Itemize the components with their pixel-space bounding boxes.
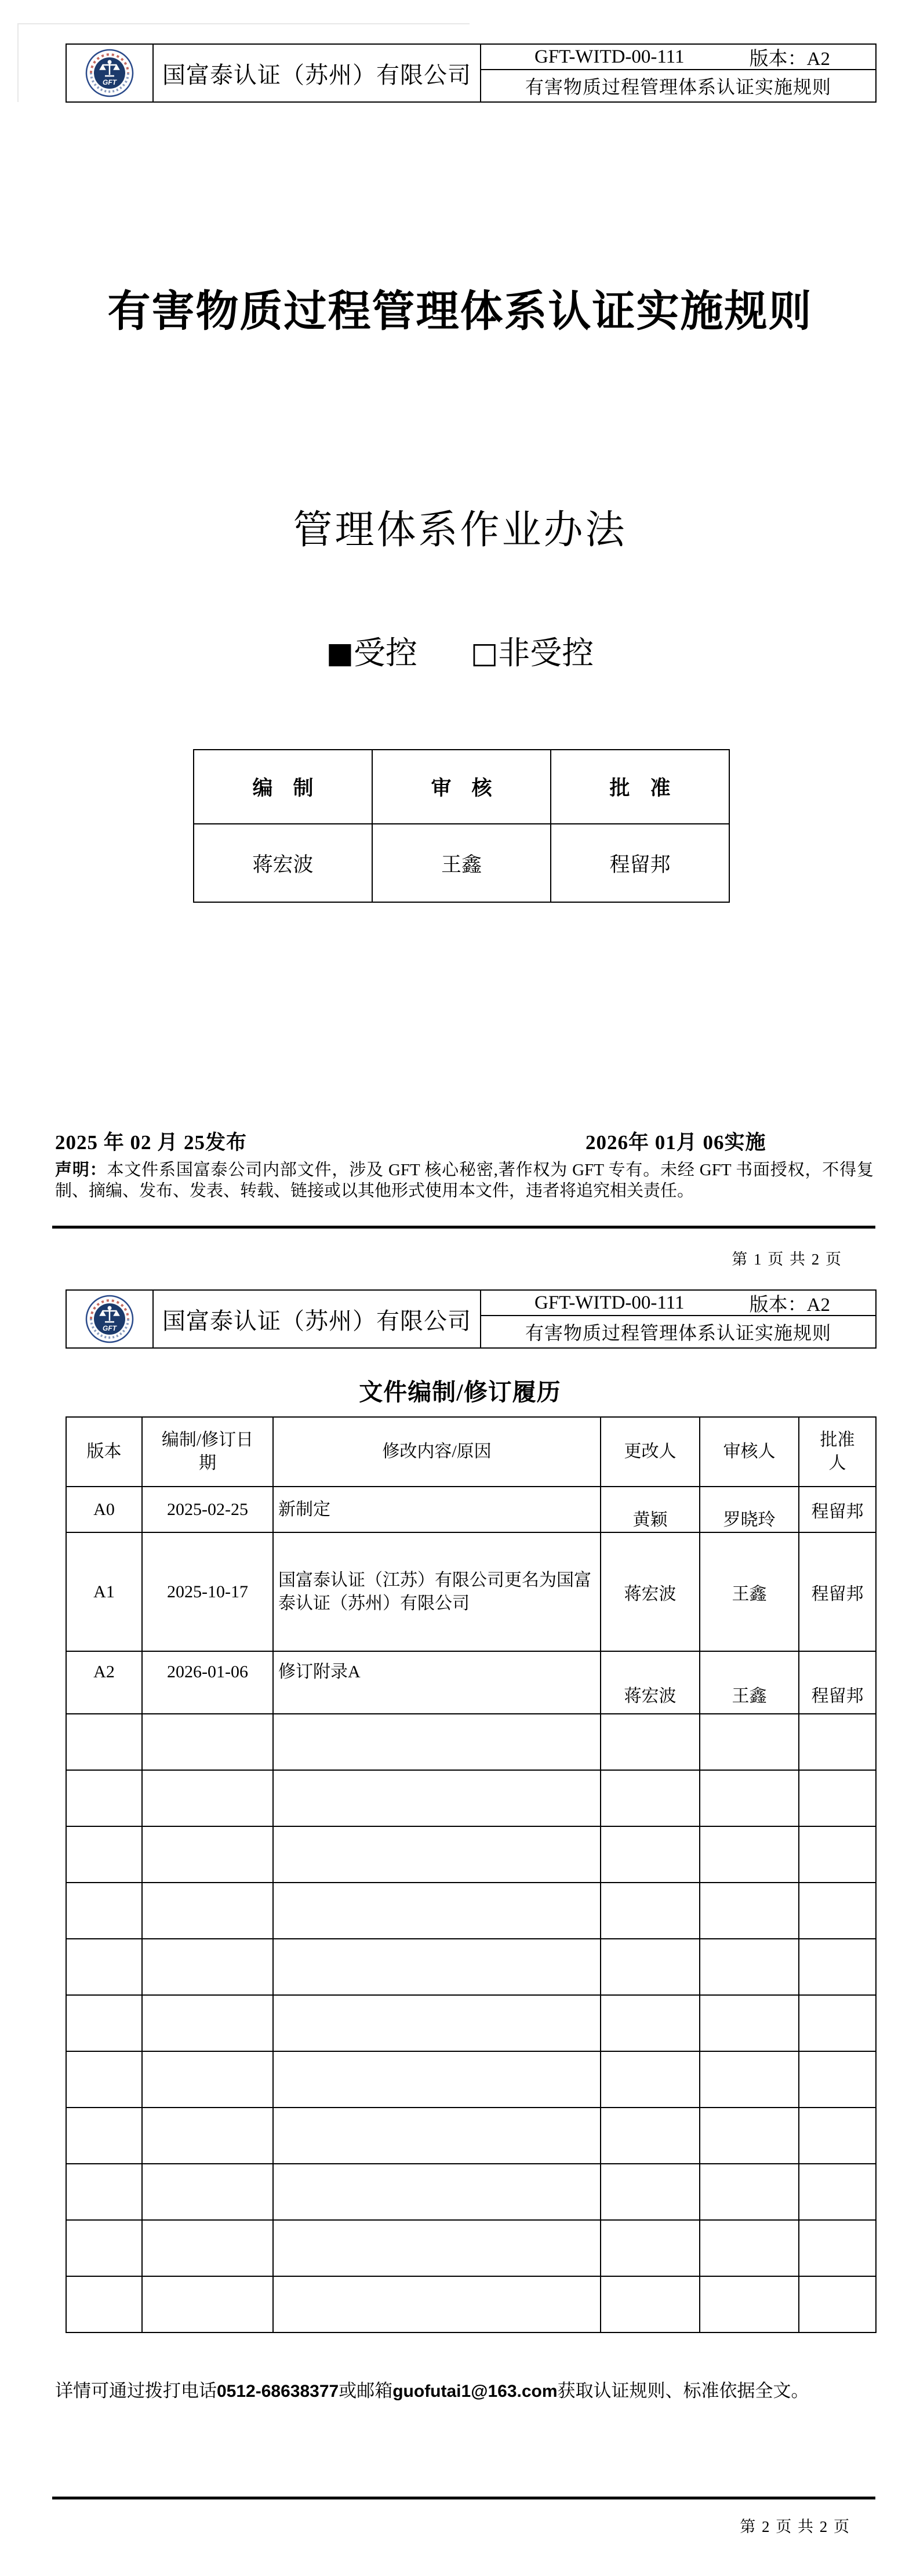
cell-content: 新制定 [273, 1487, 601, 1532]
approval-table [193, 749, 730, 903]
history-empty-cell [142, 2051, 273, 2108]
contact-prefix: 详情可通过拨打电话 [55, 2381, 217, 2401]
header-right-section [481, 45, 875, 101]
history-empty-cell [142, 1826, 273, 1883]
history-empty-cell [799, 2220, 876, 2276]
logo-cell [67, 1291, 154, 1347]
history-empty-cell [66, 1714, 142, 1770]
history-empty-row [66, 1826, 876, 1883]
prepared-by-name: 蒋宏波 [194, 824, 372, 902]
controlled-checkbox-filled-icon: ■ [326, 636, 354, 670]
approval-header-row [194, 750, 729, 824]
history-empty-cell [799, 1714, 876, 1770]
cell-version: A0 [66, 1487, 142, 1532]
history-empty-row [66, 1995, 876, 2051]
cell-reviewer: 王鑫 [700, 1651, 799, 1714]
history-empty-cell [700, 1770, 799, 1826]
cell-changer: 蒋宏波 [601, 1532, 700, 1651]
cell-reviewer: 王鑫 [700, 1532, 799, 1651]
history-empty-cell [601, 1995, 700, 2051]
doc-version: 版本：A2 [749, 1294, 830, 1316]
history-empty-cell [66, 2220, 142, 2276]
history-empty-cell [601, 1883, 700, 1939]
history-empty-cell [799, 2276, 876, 2332]
cell-changer: 蒋宏波 [601, 1651, 700, 1714]
history-empty-cell [700, 1826, 799, 1883]
gft-seal-icon [85, 49, 134, 97]
contact-info-line [55, 2376, 809, 2402]
history-empty-row [66, 2276, 876, 2332]
approval-header-approved: 批 准 [551, 750, 729, 824]
page2-number: 第 2 页 共 2 页 [740, 2518, 850, 2535]
history-empty-cell [601, 2108, 700, 2164]
page2-header-table [66, 1289, 877, 1349]
doc-number: GFT-WITD-00-111 [534, 46, 685, 67]
copyright-statement [55, 1160, 874, 1201]
history-empty-cell [273, 2276, 601, 2332]
history-empty-row [66, 2108, 876, 2164]
history-empty-cell [700, 2164, 799, 2220]
control-status-line [0, 627, 920, 673]
history-empty-cell [273, 2051, 601, 2108]
company-name: 国富泰认证（苏州）有限公司 [154, 45, 481, 101]
contact-suffix: 获取认证规则、标准依据全文。 [557, 2381, 809, 2401]
doc-version: 版本：A2 [749, 48, 830, 70]
logo-gft-text: GFT [103, 78, 117, 86]
cell-reviewer: 罗晓玲 [700, 1487, 799, 1532]
history-empty-row [66, 1939, 876, 1995]
main-title: 有害物质过程管理体系认证实施规则 [107, 288, 813, 336]
history-empty-cell [142, 1714, 273, 1770]
history-empty-cell [799, 1939, 876, 1995]
history-empty-cell [799, 2051, 876, 2108]
history-empty-cell [799, 1826, 876, 1883]
col-header-version: 版本 [66, 1417, 142, 1487]
cell-content: 修订附录A [273, 1651, 601, 1714]
page1-footer-divider [52, 1226, 875, 1229]
history-empty-cell [142, 2220, 273, 2276]
history-empty-cell [66, 2276, 142, 2332]
logo-gft-text: GFT [103, 1324, 117, 1332]
doc-rule-title: 有害物质过程管理体系认证实施规则 [525, 1322, 831, 1343]
history-empty-rows [66, 1714, 876, 2332]
history-empty-cell [700, 2220, 799, 2276]
history-empty-cell [66, 2164, 142, 2220]
history-row-a1 [66, 1532, 876, 1651]
history-empty-cell [66, 1770, 142, 1826]
statement-text: 本文件系国富泰公司内部文件，涉及 GFT 核心秘密,著作权为 GFT 专有。未经 GFT 书面授权，不得复制、摘编、发布、发表、转载、链接或以其他形式使用本文件，违者将追究相关责任。 [55, 1161, 874, 1200]
cell-version: A2 [66, 1651, 142, 1714]
reviewed-by-name: 王鑫 [372, 824, 551, 902]
page-2 [0, 1281, 920, 2576]
history-empty-cell [601, 2164, 700, 2220]
history-empty-cell [799, 1770, 876, 1826]
history-empty-cell [142, 2108, 273, 2164]
history-empty-cell [700, 2108, 799, 2164]
page1-number: 第 1 页 共 2 页 [732, 1251, 842, 1268]
history-empty-cell [66, 2108, 142, 2164]
history-empty-cell [273, 1714, 601, 1770]
history-row-a2 [66, 1651, 876, 1714]
release-date: 2025 年 02 月 25发布 [55, 1131, 248, 1154]
history-empty-cell [273, 1939, 601, 1995]
implement-date: 2026年 01月 06实施 [586, 1131, 766, 1154]
history-empty-row [66, 1883, 876, 1939]
doc-number: GFT-WITD-00-111 [534, 1292, 685, 1313]
history-empty-cell [66, 1826, 142, 1883]
gft-seal-icon [85, 1295, 134, 1343]
history-empty-cell [601, 1939, 700, 1995]
company-name: 国富泰认证（苏州）有限公司 [154, 1291, 481, 1347]
history-empty-cell [66, 1939, 142, 1995]
history-empty-cell [601, 1714, 700, 1770]
history-empty-cell [142, 2164, 273, 2220]
contact-middle: 或邮箱 [339, 2381, 393, 2401]
cell-approver: 程留邦 [799, 1487, 876, 1532]
history-empty-cell [601, 1770, 700, 1826]
revision-history-table [66, 1416, 877, 2333]
history-empty-cell [66, 1883, 142, 1939]
col-header-date: 编制/修订日期 [142, 1417, 273, 1487]
history-empty-cell [700, 1883, 799, 1939]
controlled-label: 受控 [353, 635, 417, 671]
history-empty-cell [601, 2276, 700, 2332]
history-row-a0 [66, 1487, 876, 1532]
history-empty-cell [273, 2220, 601, 2276]
history-empty-cell [142, 1770, 273, 1826]
history-empty-row [66, 2164, 876, 2220]
history-empty-cell [700, 1714, 799, 1770]
uncontrolled-label: 非受控 [498, 635, 594, 671]
history-empty-cell [273, 1826, 601, 1883]
history-header-row [66, 1417, 876, 1487]
cell-date: 2025-02-25 [142, 1487, 273, 1532]
history-empty-cell [601, 1826, 700, 1883]
history-empty-cell [66, 2051, 142, 2108]
history-empty-cell [601, 2220, 700, 2276]
approval-header-prepared: 编 制 [194, 750, 372, 824]
doc-rule-title: 有害物质过程管理体系认证实施规则 [525, 77, 831, 97]
statement-label: 声明： [55, 1161, 107, 1179]
page-1 [0, 0, 920, 1281]
contact-phone: 0512-68638377 [217, 2382, 339, 2401]
cell-date: 2026-01-06 [142, 1651, 273, 1714]
history-empty-cell [273, 1995, 601, 2051]
cell-version: A1 [66, 1532, 142, 1651]
cell-changer: 黄颖 [601, 1487, 700, 1532]
history-empty-cell [700, 1995, 799, 2051]
approved-by-name: 程留邦 [551, 824, 729, 902]
col-header-reviewer: 审核人 [700, 1417, 799, 1487]
history-empty-cell [799, 1995, 876, 2051]
contact-email: guofutai1@163.com [392, 2382, 558, 2401]
cell-date: 2025-10-17 [142, 1532, 273, 1651]
history-empty-cell [799, 2108, 876, 2164]
revision-history-title: 文件编制/修订履历 [359, 1379, 561, 1405]
history-empty-cell [700, 2051, 799, 2108]
history-empty-row [66, 1714, 876, 1770]
page1-header-table [66, 43, 877, 103]
history-empty-cell [273, 2108, 601, 2164]
cell-approver: 程留邦 [799, 1532, 876, 1651]
history-empty-cell [142, 1883, 273, 1939]
col-header-content: 修改内容/原因 [273, 1417, 601, 1487]
history-empty-row [66, 1770, 876, 1826]
cell-approver: 程留邦 [799, 1651, 876, 1714]
header-right-section [481, 1291, 875, 1347]
history-empty-cell [66, 1995, 142, 2051]
approval-header-reviewed: 审 核 [372, 750, 551, 824]
subtitle: 管理体系作业办法 [293, 508, 627, 552]
history-empty-cell [700, 2276, 799, 2332]
cell-content: 国富泰认证（江苏）有限公司更名为国富泰认证（苏州）有限公司 [273, 1532, 601, 1651]
history-empty-cell [142, 1995, 273, 2051]
history-empty-cell [601, 2051, 700, 2108]
history-empty-cell [273, 1883, 601, 1939]
uncontrolled-checkbox-empty-icon: □ [471, 636, 499, 670]
history-empty-cell [142, 1939, 273, 1995]
history-empty-cell [273, 2164, 601, 2220]
history-empty-row [66, 2220, 876, 2276]
history-empty-cell [273, 1770, 601, 1826]
history-empty-cell [142, 2276, 273, 2332]
col-header-approver: 批准人 [799, 1417, 876, 1487]
history-empty-cell [799, 2164, 876, 2220]
history-empty-cell [700, 1939, 799, 1995]
history-empty-cell [799, 1883, 876, 1939]
col-header-changer: 更改人 [601, 1417, 700, 1487]
approval-names-row [194, 824, 729, 902]
logo-cell [67, 45, 154, 101]
history-empty-row [66, 2051, 876, 2108]
page2-footer-divider [52, 2497, 875, 2499]
